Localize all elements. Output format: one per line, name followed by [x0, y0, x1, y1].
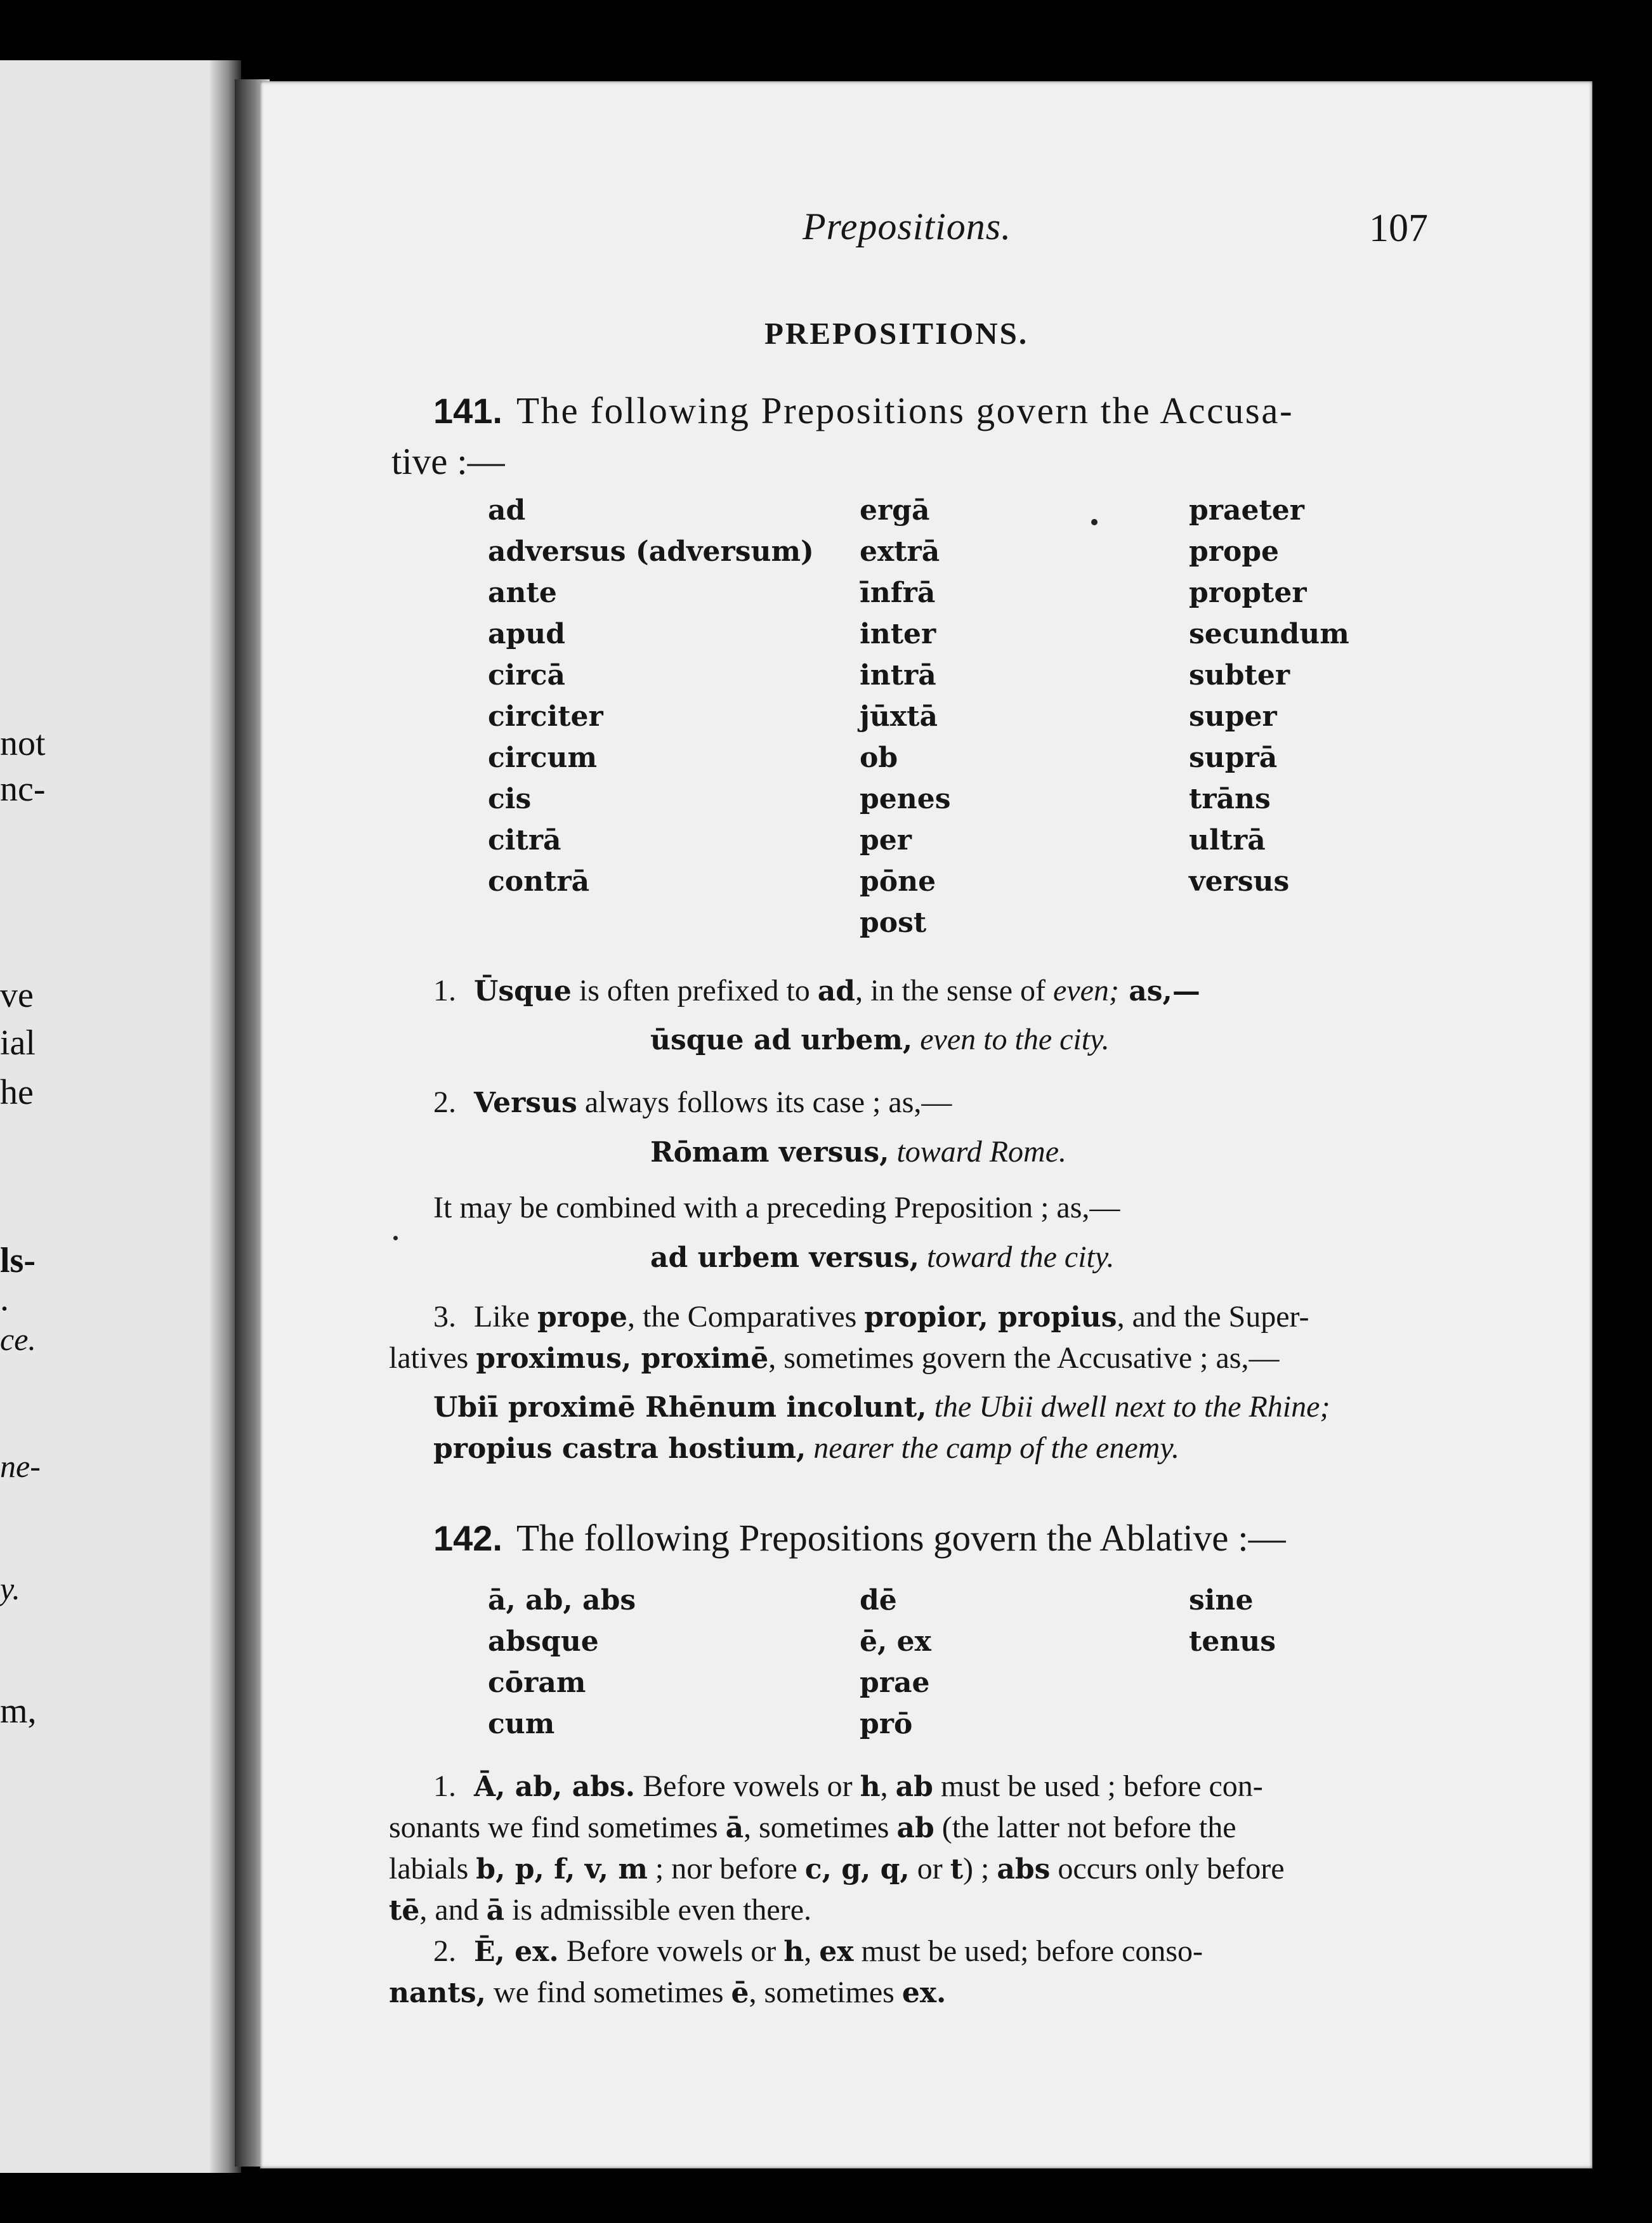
accusative-column-3	[1189, 490, 1349, 902]
preposition: prae	[860, 1667, 930, 1699]
section-141-line2: tive :—	[391, 440, 505, 482]
left-page-fragment: .	[0, 1279, 9, 1318]
preposition: secundum	[1189, 618, 1349, 650]
ablative-column-2	[860, 1580, 931, 1745]
preposition: suprā	[1189, 742, 1278, 774]
abl-note-2-line2: nants, we find sometimes ē, sometimes ex.	[389, 1976, 947, 2009]
section-141-line1: 141. The following Prepositions govern the Accusa-	[433, 390, 1294, 431]
preposition: versus	[1189, 865, 1290, 898]
preposition: adversus (adversum)	[488, 535, 814, 568]
left-page	[0, 60, 225, 2173]
preposition: post	[860, 907, 927, 939]
preposition: cōram	[488, 1667, 586, 1699]
preposition: dē	[860, 1584, 897, 1616]
note-2-versus: 2. Versus always follows its case ; as,—	[433, 1085, 952, 1119]
ink-speck	[393, 1236, 398, 1240]
left-page-fragment: ial	[0, 1023, 36, 1063]
left-page-fragment: m,	[0, 1691, 37, 1731]
accusative-column-1	[488, 490, 814, 902]
note-3-example-1: Ubiī proximē Rhēnum incolunt, the Ubii dwell next to the Rhine;	[433, 1390, 1330, 1424]
preposition: circum	[488, 742, 598, 774]
note-3-example-2: propius castra hostium, nearer the camp of the enemy.	[433, 1431, 1179, 1465]
section-142-line1: 142. The following Prepositions govern the Ablative :—	[433, 1517, 1286, 1559]
page-number: 107	[1369, 207, 1428, 250]
left-page-fragment: ls-	[0, 1241, 36, 1280]
preposition: prope	[1189, 535, 1280, 568]
ablative-column-3	[1189, 1580, 1276, 1662]
abl-note-1-line4: tē, and ā is admissible even there.	[389, 1893, 812, 1927]
preposition: pōne	[860, 865, 936, 898]
preposition: ad	[488, 494, 526, 527]
left-page-fragment: he	[0, 1073, 34, 1112]
note-3-line1: 3. Like prope, the Comparatives propior, propius, and the Super-	[433, 1300, 1309, 1334]
note-2-example: Rōmam versus, toward Rome.	[650, 1135, 1066, 1169]
left-page-fragment: ve	[0, 976, 34, 1015]
preposition: sine	[1189, 1584, 1254, 1616]
preposition: tenus	[1189, 1625, 1276, 1658]
section-number: 142.	[433, 1518, 502, 1558]
abl-note-2-line1: 2. Ē, ex. Before vowels or h, ex must be used; before conso-	[433, 1934, 1203, 1968]
preposition: penes	[860, 783, 951, 815]
left-page-fragment: not	[0, 724, 46, 763]
preposition: īnfrā	[860, 577, 936, 609]
preposition: ergā	[860, 494, 930, 527]
left-page-fragment: y.	[0, 1571, 20, 1606]
preposition: absque	[488, 1625, 599, 1658]
note-1-example: ūsque ad urbem, even to the city.	[650, 1023, 1110, 1056]
preposition: citrā	[488, 824, 561, 856]
left-page-fragment: nc-	[0, 770, 46, 809]
abl-note-1-line3: labials b, p, f, v, m ; nor before c, g, q, or t) ; abs occurs only before	[389, 1852, 1285, 1885]
note-2-example-2: ad urbem versus, toward the city.	[650, 1240, 1115, 1274]
preposition: ante	[488, 577, 557, 609]
section-number: 141.	[433, 391, 502, 431]
preposition: subter	[1189, 659, 1290, 692]
accusative-column-2	[860, 490, 951, 943]
section-heading: PREPOSITIONS.	[764, 316, 1029, 351]
preposition: jūxtā	[860, 700, 938, 733]
preposition: circā	[488, 659, 565, 692]
preposition: ob	[860, 742, 898, 774]
left-page-fragment: ne-	[0, 1448, 41, 1484]
preposition: per	[860, 824, 912, 856]
preposition: propter	[1189, 577, 1307, 609]
note-2-continuation: It may be combined with a preceding Preposition ; as,—	[433, 1191, 1120, 1224]
preposition: ultrā	[1189, 824, 1266, 856]
ablative-column-1	[488, 1580, 636, 1745]
preposition: ē, ex	[860, 1625, 931, 1658]
preposition: extrā	[860, 535, 940, 568]
preposition: inter	[860, 618, 936, 650]
ink-speck	[1091, 519, 1098, 525]
preposition: circiter	[488, 700, 603, 733]
preposition: praeter	[1189, 494, 1304, 527]
preposition: ā, ab, abs	[488, 1584, 636, 1616]
note-3-line2: latives proximus, proximē, sometimes govern the Accusative ; as,—	[389, 1341, 1280, 1375]
preposition: trāns	[1189, 783, 1271, 815]
preposition: cum	[488, 1708, 555, 1740]
left-page-fragment: ce.	[0, 1321, 36, 1357]
preposition: contrā	[488, 865, 590, 898]
preposition: cis	[488, 783, 532, 815]
preposition: prō	[860, 1708, 913, 1740]
preposition: apud	[488, 618, 566, 650]
abl-note-1-line2: sonants we find sometimes ā, sometimes ab (the latter not before the	[389, 1811, 1236, 1844]
running-title: Prepositions.	[803, 206, 1012, 247]
preposition: super	[1189, 700, 1277, 733]
note-1-usque: 1. Ūsque is often prefixed to ad, in the sense of even; as,—	[433, 974, 1200, 1007]
abl-note-1-line1: 1. Ā, ab, abs. Before vowels or h, ab must be used ; before con-	[433, 1769, 1263, 1803]
preposition: intrā	[860, 659, 936, 692]
